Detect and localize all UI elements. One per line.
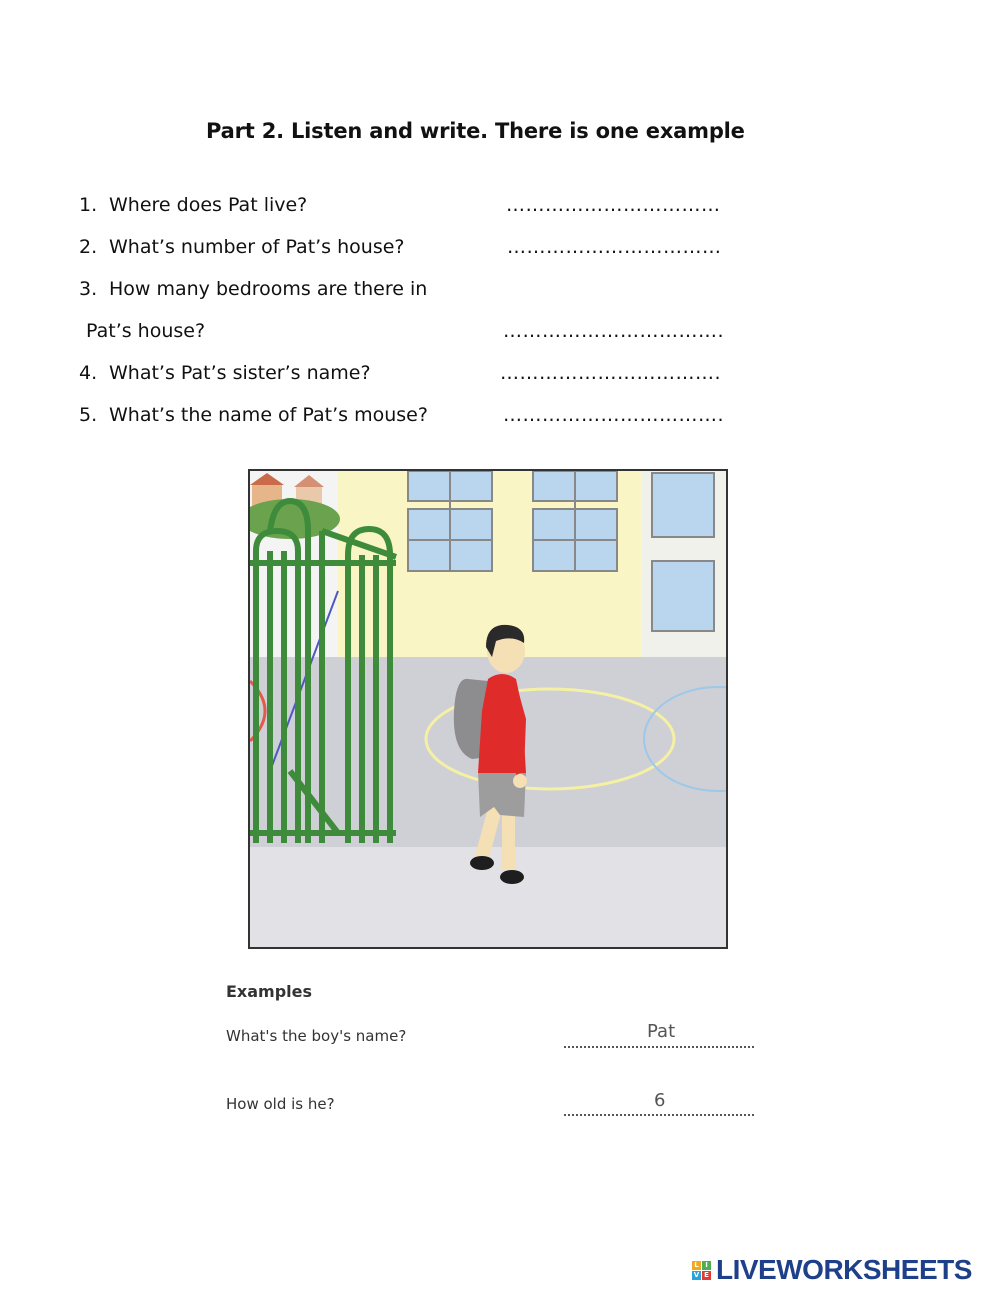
answer-blank[interactable]: …………………………… — [507, 236, 722, 258]
example-answer: 6 — [654, 1090, 666, 1111]
example-question: What's the boy's name? — [226, 1027, 407, 1045]
question-text: What’s the name of Pat’s mouse? — [109, 404, 428, 426]
example-answer: Pat — [647, 1021, 676, 1042]
schoolyard-illustration — [248, 469, 728, 949]
question-number: 2. — [79, 236, 98, 258]
question-row — [0, 320, 1000, 350]
question-number: 5. — [79, 404, 98, 426]
example-answer-line — [564, 1044, 754, 1048]
question-row — [0, 278, 1000, 308]
worksheet-title: Part 2. Listen and write. There is one example — [206, 119, 745, 143]
example-answer-line — [564, 1112, 754, 1116]
logo-blocks-icon: L I V E — [692, 1261, 711, 1280]
examples-heading: Examples — [226, 982, 313, 1001]
question-number: 1. — [79, 194, 98, 216]
question-text: Where does Pat live? — [109, 194, 308, 216]
question-number: 4. — [79, 362, 98, 384]
example-question: How old is he? — [226, 1095, 335, 1113]
question-text: How many bedrooms are there in — [109, 278, 428, 300]
answer-blank[interactable]: ……………………………. — [503, 404, 725, 426]
question-text: Pat’s house? — [86, 320, 206, 342]
question-row — [0, 404, 1000, 434]
question-row — [0, 236, 1000, 266]
answer-blank[interactable]: ……………………………. — [500, 362, 722, 384]
question-text: What’s number of Pat’s house? — [109, 236, 405, 258]
liveworksheets-logo[interactable] — [692, 1255, 972, 1285]
answer-blank[interactable]: ……………………………. — [503, 320, 725, 342]
question-row — [0, 194, 1000, 224]
question-text: What’s Pat’s sister’s name? — [109, 362, 371, 384]
answer-blank[interactable]: …………………………… — [506, 194, 721, 216]
logo-text: LIVEWORKSHEETS — [716, 1254, 972, 1285]
question-row — [0, 362, 1000, 392]
question-number: 3. — [79, 278, 98, 300]
